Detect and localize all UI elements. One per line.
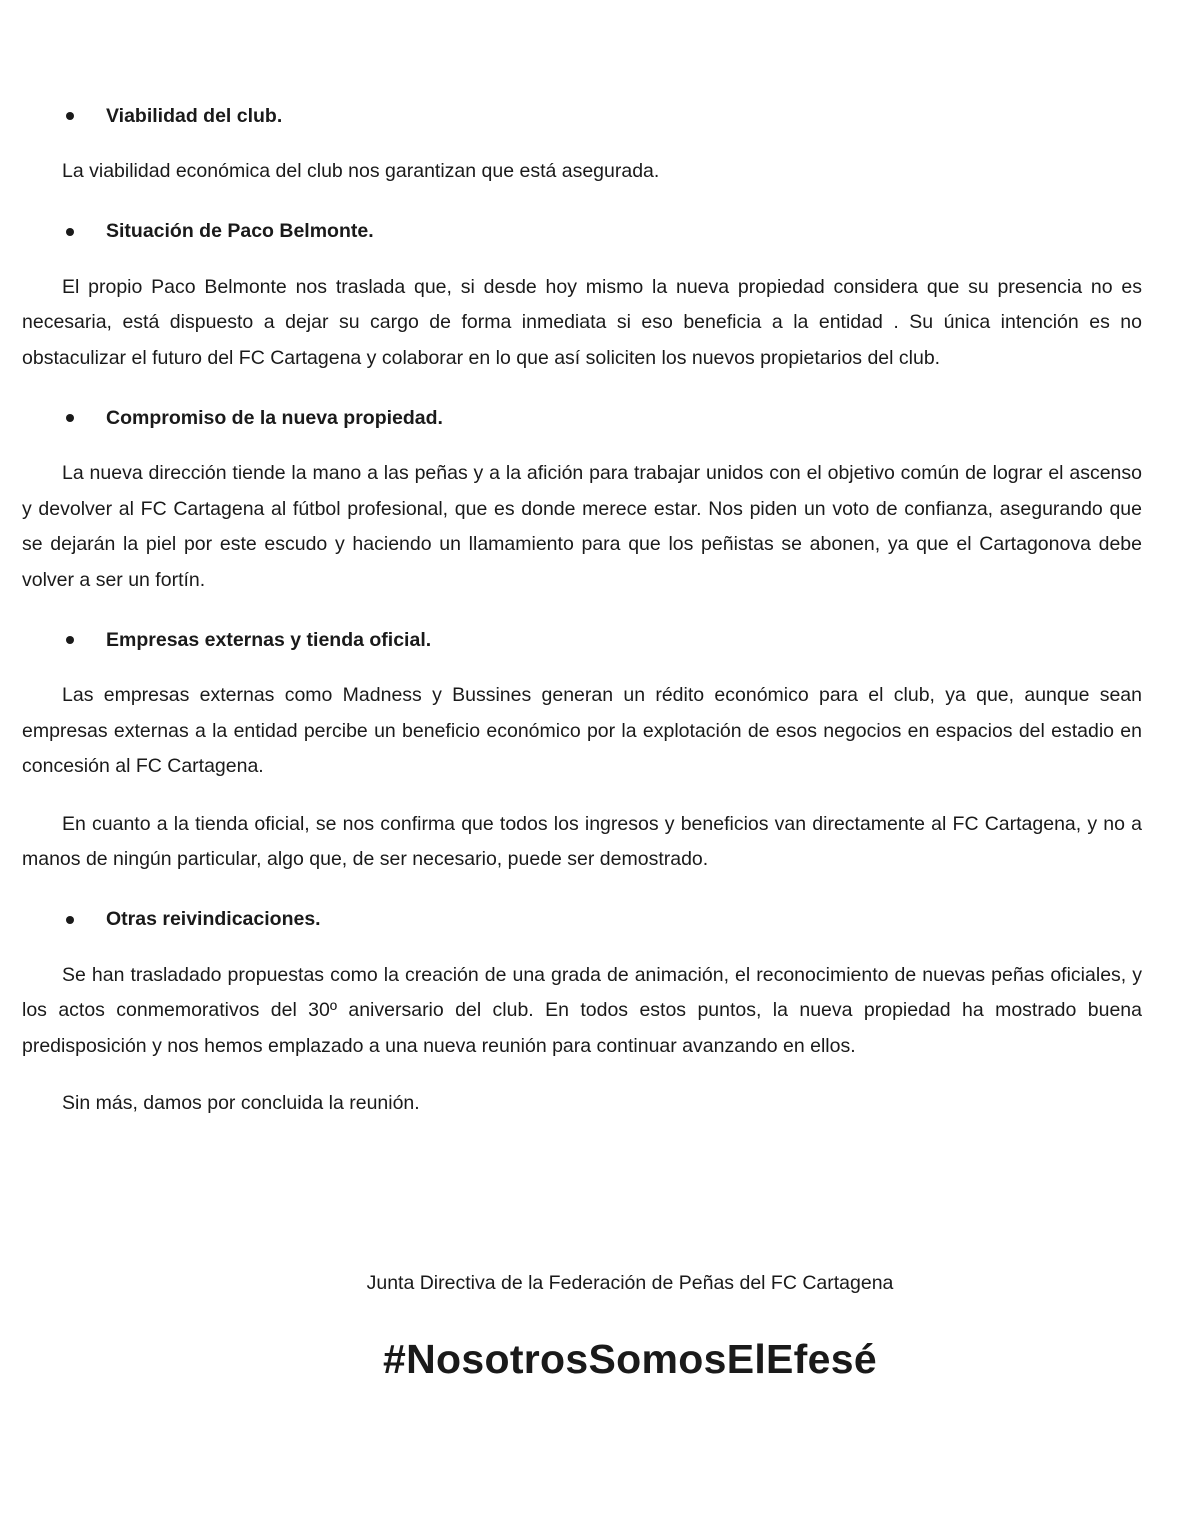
heading-text: Situación de Paco Belmonte. xyxy=(106,220,374,242)
section-heading xyxy=(22,96,1142,136)
bullet-icon xyxy=(66,916,74,924)
section-heading xyxy=(22,900,1142,940)
section-heading xyxy=(22,212,1142,252)
bullet-icon xyxy=(66,228,74,236)
heading-text: Viabilidad del club. xyxy=(106,104,283,127)
paragraph: En cuanto a la tienda oficial, se nos confirma que todos los ingresos y beneficios van directamente al FC Cartagena, y no a manos de ningún particular, algo que, de ser necesario, puede ser demostrado. xyxy=(22,812,1142,870)
section-heading xyxy=(22,620,1142,660)
paragraph: Las empresas externas como Madness y Bussines generan un rédito económico para el club, ya que, aunque sean empresas externas a la entidad percibe un beneficio económico por la explotación de esos negocios en espacios del estadio en concesión al FC Cartagena. xyxy=(22,684,1142,777)
section-paco-belmonte xyxy=(22,212,1142,377)
hashtag: #NosotrosSomosElEfesé xyxy=(383,1336,877,1382)
heading-text: Compromiso de la nueva propiedad. xyxy=(106,406,443,429)
section-heading xyxy=(22,398,1142,438)
paragraph: Se han trasladado propuestas como la creación de una grada de animación, el reconocimiento de nuevas peñas oficiales, y los actos conmemorativos del 30º aniversario del club. En todos estos puntos, la nueva propiedad ha mostrado buena predisposición y nos hemos emplazado a una nueva reunión para continuar avanzando en ellos. xyxy=(22,963,1142,1057)
bullet-icon xyxy=(66,112,74,120)
paragraph: El propio Paco Belmonte nos traslada que, si desde hoy mismo la nueva propiedad considera que su presencia no es necesaria, está dispuesto a dejar su cargo de forma inmediata si eso beneficia a la entidad . Su única intención es no obstaculizar el futuro del FC Cartagena y colaborar en lo que así soliciten los nuevos propietarios del club. xyxy=(22,275,1142,369)
section-compromiso xyxy=(22,398,1142,598)
document-body xyxy=(22,96,1142,1122)
bullet-icon xyxy=(66,636,74,644)
paragraph: La nueva dirección tiende la mano a las peñas y a la afición para trabajar unidos con el objetivo común de lograr el ascenso y devolver al FC Cartagena al fútbol profesional, que es donde merece estar. Nos piden un voto de confianza, asegurando que se dejarán la piel por este escudo y haciendo un llamamiento para que los peñistas se abonen, ya que el Cartagonova debe volver a ser un fortín. xyxy=(22,462,1142,591)
section-viabilidad xyxy=(22,96,1142,190)
signature: Junta Directiva de la Federación de Peñas del FC Cartagena xyxy=(366,1272,894,1294)
paragraph: La viabilidad económica del club nos garantizan que está asegurada. xyxy=(62,160,660,182)
heading-text: Otras reivindicaciones. xyxy=(106,908,321,930)
section-empresas-externas xyxy=(22,620,1142,878)
heading-text: Empresas externas y tienda oficial. xyxy=(106,628,432,651)
bullet-icon xyxy=(66,414,74,422)
section-otras-reivindicaciones xyxy=(22,900,1142,1122)
paragraph: Sin más, damos por concluida la reunión. xyxy=(62,1092,420,1114)
